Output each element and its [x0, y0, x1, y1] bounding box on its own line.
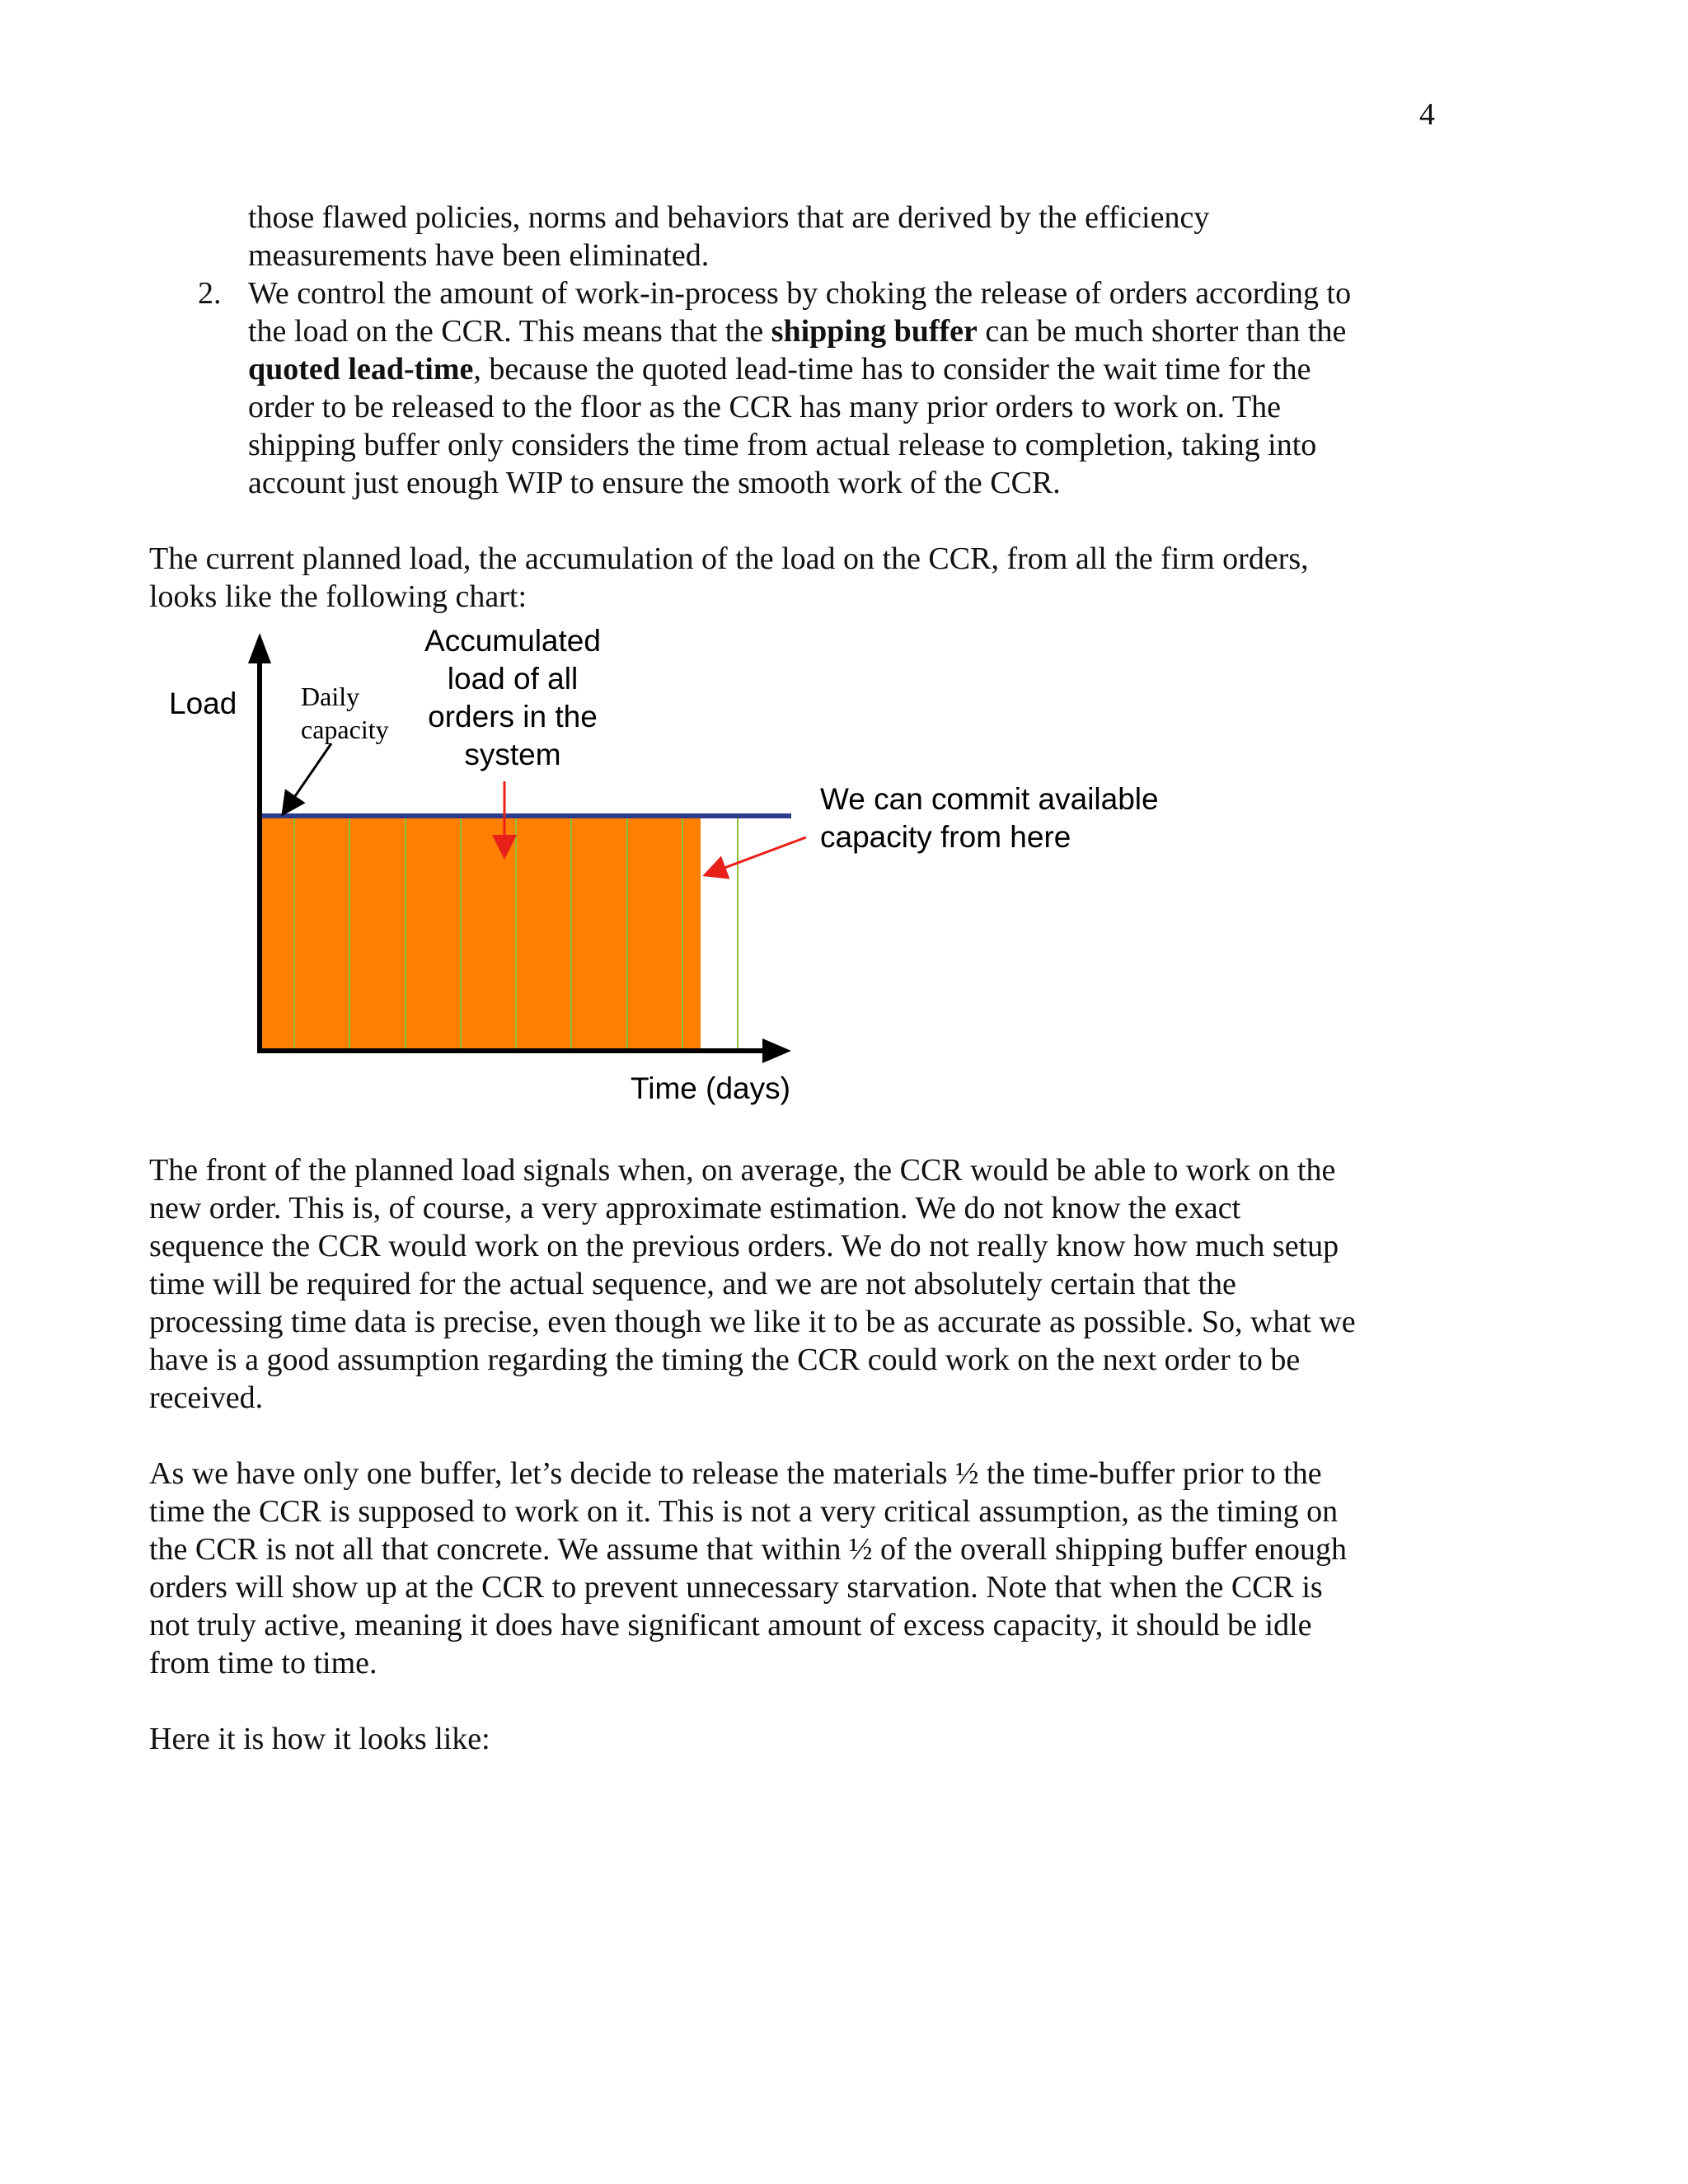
paragraph-line: looks like the following chart: — [149, 579, 528, 614]
accumulated-load-annotation: load of all — [447, 662, 579, 696]
paragraph-line: not truly active, meaning it does have significant amount of excess capacity, it should be idle — [149, 1608, 1312, 1643]
accumulated-load-annotation: system — [464, 738, 561, 771]
daily-capacity-arrow — [283, 743, 331, 814]
list-item-line: order to be released to the floor as the CCR has many prior orders to work on. The — [248, 390, 1281, 424]
load-chart — [157, 626, 1228, 1121]
paragraph-line: As we have only one buffer, let’s decide to release the materials ½ the time-buffer prior to the — [149, 1456, 1322, 1491]
list-text: can be much shorter than the — [977, 314, 1347, 349]
quoted-lead-time-term: quoted lead-time — [248, 352, 474, 387]
page-number: 4 — [1419, 97, 1435, 132]
shipping-buffer-term: shipping buffer — [771, 314, 978, 349]
paragraph-line: received. — [149, 1380, 264, 1415]
paragraph-front — [149, 1151, 1451, 1417]
paragraph-line: processing time data is precise, even though we like it to be as accurate as possible. So, what we — [149, 1305, 1356, 1339]
y-axis-arrowhead — [248, 633, 271, 663]
paragraph-intro — [149, 540, 1451, 616]
paragraph-line: sequence the CCR would work on the previous orders. We do not really know how much setup — [149, 1229, 1339, 1263]
list-item-number: 2. — [198, 276, 222, 311]
daily-capacity-annotation: Daily — [301, 682, 360, 711]
list-item-line — [248, 312, 1346, 350]
paragraph-line: from time to time. — [149, 1646, 377, 1680]
paragraph-closing — [149, 1720, 1451, 1758]
x-axis-label: Time (days) — [631, 1071, 790, 1105]
load-chart-svg — [157, 626, 1228, 1121]
paragraph-buffer — [149, 1455, 1451, 1682]
paragraph-line: time the CCR is supposed to work on it. This is not a very critical assumption, as the timing on — [149, 1494, 1339, 1529]
daily-capacity-annotation: capacity — [301, 715, 389, 744]
paragraph-line: have is a good assumption regarding the timing the CCR could work on the next order to be — [149, 1343, 1301, 1377]
paragraph-line: new order. This is, of course, a very approximate estimation. We do not know the exact — [149, 1191, 1241, 1226]
commit-capacity-annotation: capacity from here — [820, 820, 1071, 854]
accumulated-load-annotation: orders in the — [428, 700, 598, 733]
paragraph-line: The front of the planned load signals when, on average, the CCR would be able to work on the — [149, 1153, 1336, 1188]
list-item-line: We control the amount of work-in-process by choking the release of orders according to — [248, 276, 1352, 311]
list-text: the load on the CCR. This means that the — [248, 314, 771, 349]
list-item-line: shipping buffer only considers the time from actual release to completion, taking into — [248, 428, 1317, 462]
commit-capacity-annotation: We can commit available — [820, 782, 1159, 816]
list-continuation-line: measurements have been eliminated. — [248, 238, 710, 273]
x-axis-arrowhead — [762, 1038, 791, 1063]
paragraph-line: the CCR is not all that concrete. We assume that within ½ of the overall shipping buffer enough — [149, 1532, 1347, 1567]
list-continuation-line: those flawed policies, norms and behaviors that are derived by the efficiency — [248, 200, 1210, 235]
paragraph-line: time will be required for the actual sequence, and we are not absolutely certain that the — [149, 1267, 1236, 1301]
list-text: , because the quoted lead-time has to consider the wait time for the — [473, 352, 1311, 387]
commit-capacity-arrow — [705, 837, 806, 875]
accumulated-load-annotation: Accumulated — [424, 626, 601, 658]
paragraph-line: orders will show up at the CCR to prevent unnecessary starvation. Note that when the CCR is — [149, 1570, 1323, 1605]
y-axis-label: Load — [169, 687, 237, 720]
accumulated-load-area — [260, 816, 701, 1051]
list-item-line — [248, 350, 1311, 388]
paragraph-line: The current planned load, the accumulation of the load on the CCR, from all the firm orders, — [149, 541, 1309, 576]
list-item-line: account just enough WIP to ensure the smooth work of the CCR. — [248, 466, 1061, 500]
paragraph-line: Here it is how it looks like: — [149, 1722, 490, 1756]
